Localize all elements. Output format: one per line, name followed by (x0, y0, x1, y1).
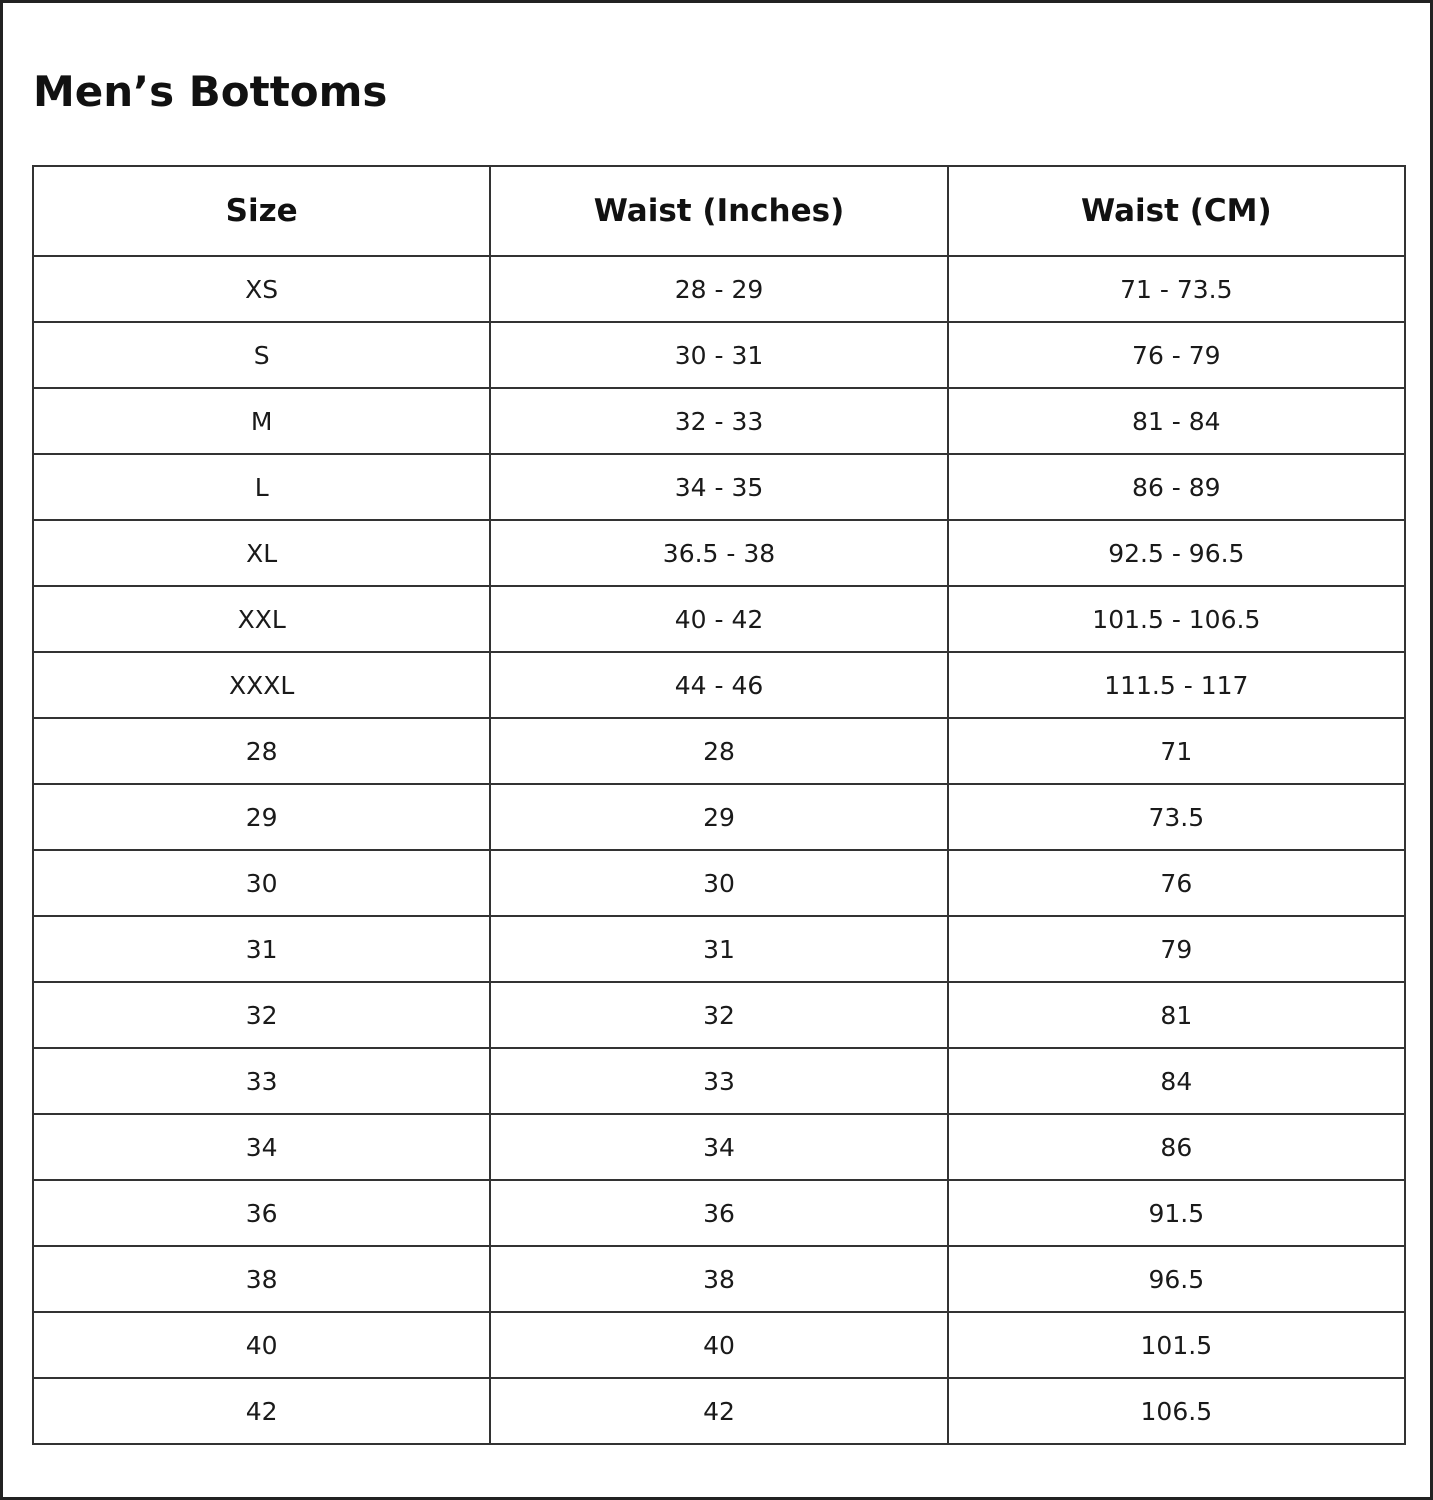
waist-cm-cell: 84 (948, 1048, 1405, 1114)
waist-cm-cell: 106.5 (948, 1378, 1405, 1444)
size-cell: 40 (33, 1312, 490, 1378)
size-cell: 36 (33, 1180, 490, 1246)
waist-inches-cell: 30 (490, 850, 947, 916)
table-row (33, 1312, 1405, 1378)
size-cell: 29 (33, 784, 490, 850)
table-row (33, 388, 1405, 454)
size-cell: XL (33, 520, 490, 586)
waist-inches-cell: 38 (490, 1246, 947, 1312)
table-row (33, 784, 1405, 850)
waist-inches-cell: 34 - 35 (490, 454, 947, 520)
waist-inches-cell: 29 (490, 784, 947, 850)
column-header-size: Size (33, 166, 490, 256)
table-row (33, 916, 1405, 982)
table-row (33, 982, 1405, 1048)
size-cell: 33 (33, 1048, 490, 1114)
waist-cm-cell: 91.5 (948, 1180, 1405, 1246)
waist-cm-cell: 92.5 - 96.5 (948, 520, 1405, 586)
table-header-row (33, 166, 1405, 256)
waist-inches-cell: 36.5 - 38 (490, 520, 947, 586)
waist-cm-cell: 101.5 (948, 1312, 1405, 1378)
page-title: Men’s Bottoms (33, 67, 388, 116)
size-cell: M (33, 388, 490, 454)
size-cell: XXXL (33, 652, 490, 718)
waist-cm-cell: 73.5 (948, 784, 1405, 850)
waist-cm-cell: 79 (948, 916, 1405, 982)
waist-cm-cell: 96.5 (948, 1246, 1405, 1312)
waist-inches-cell: 40 - 42 (490, 586, 947, 652)
waist-cm-cell: 86 (948, 1114, 1405, 1180)
table-row (33, 850, 1405, 916)
waist-inches-cell: 32 (490, 982, 947, 1048)
waist-inches-cell: 30 - 31 (490, 322, 947, 388)
waist-cm-cell: 101.5 - 106.5 (948, 586, 1405, 652)
table-row (33, 256, 1405, 322)
column-header-waist-inches: Waist (Inches) (490, 166, 947, 256)
waist-inches-cell: 40 (490, 1312, 947, 1378)
waist-inches-cell: 32 - 33 (490, 388, 947, 454)
size-cell: S (33, 322, 490, 388)
size-cell: XXL (33, 586, 490, 652)
waist-cm-cell: 71 (948, 718, 1405, 784)
table-row (33, 652, 1405, 718)
size-chart-table (32, 165, 1406, 1445)
table-row (33, 1246, 1405, 1312)
waist-cm-cell: 86 - 89 (948, 454, 1405, 520)
waist-inches-cell: 44 - 46 (490, 652, 947, 718)
table-body (33, 256, 1405, 1444)
table-row (33, 322, 1405, 388)
waist-cm-cell: 111.5 - 117 (948, 652, 1405, 718)
size-cell: 38 (33, 1246, 490, 1312)
waist-inches-cell: 28 - 29 (490, 256, 947, 322)
waist-inches-cell: 33 (490, 1048, 947, 1114)
table-row (33, 586, 1405, 652)
size-cell: 31 (33, 916, 490, 982)
waist-cm-cell: 76 - 79 (948, 322, 1405, 388)
size-cell: 28 (33, 718, 490, 784)
size-cell: XS (33, 256, 490, 322)
waist-cm-cell: 81 - 84 (948, 388, 1405, 454)
size-cell: 30 (33, 850, 490, 916)
table-row (33, 718, 1405, 784)
size-cell: L (33, 454, 490, 520)
waist-inches-cell: 28 (490, 718, 947, 784)
waist-inches-cell: 34 (490, 1114, 947, 1180)
size-cell: 42 (33, 1378, 490, 1444)
table-row (33, 1378, 1405, 1444)
table-row (33, 1114, 1405, 1180)
size-cell: 34 (33, 1114, 490, 1180)
waist-inches-cell: 42 (490, 1378, 947, 1444)
waist-inches-cell: 36 (490, 1180, 947, 1246)
table-row (33, 1048, 1405, 1114)
column-header-waist-cm: Waist (CM) (948, 166, 1405, 256)
table-row (33, 1180, 1405, 1246)
waist-cm-cell: 71 - 73.5 (948, 256, 1405, 322)
table-row (33, 454, 1405, 520)
size-cell: 32 (33, 982, 490, 1048)
waist-cm-cell: 81 (948, 982, 1405, 1048)
table-row (33, 520, 1405, 586)
waist-inches-cell: 31 (490, 916, 947, 982)
waist-cm-cell: 76 (948, 850, 1405, 916)
